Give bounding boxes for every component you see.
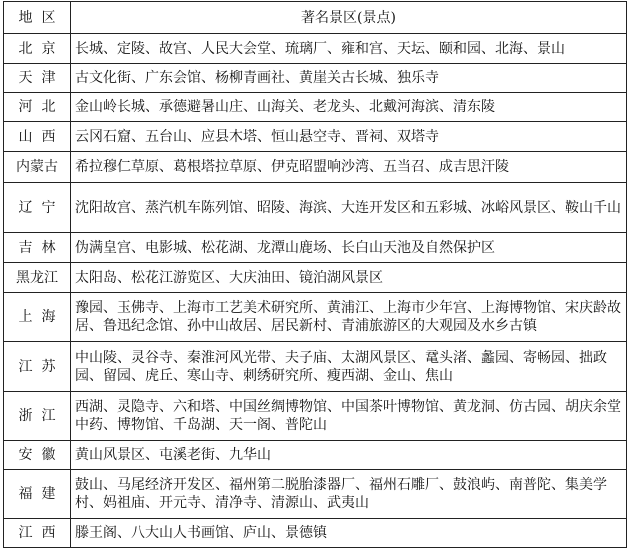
table-row — [4, 64, 627, 93]
region-cell: 北 京 — [4, 34, 71, 64]
table-row — [4, 233, 627, 263]
table-row — [4, 470, 627, 519]
region-cell: 河 北 — [4, 93, 71, 122]
region-cell: 江 苏 — [4, 342, 71, 392]
spots-cell: 沈阳故宫、蒸汽机车陈列馆、昭陵、海滨、大连开发区和五彩城、冰峪风景区、鞍山千山 — [71, 183, 627, 233]
spots-cell: 古文化街、广东会馆、杨柳青画社、黄崖关古长城、独乐寺 — [71, 64, 627, 93]
region-cell: 内蒙古 — [4, 152, 71, 183]
spots-cell: 太阳岛、松花江游览区、大庆油田、镜泊湖风景区 — [71, 263, 627, 293]
spots-cell: 金山岭长城、承德避暑山庄、山海关、老龙头、北戴河海滨、清东陵 — [71, 93, 627, 122]
table-row — [4, 183, 627, 233]
table-header-row — [4, 2, 627, 34]
table-row — [4, 152, 627, 183]
table-row — [4, 342, 627, 392]
spots-cell: 云冈石窟、五台山、应县木塔、恒山悬空寺、晋祠、双塔寺 — [71, 122, 627, 152]
table-row — [4, 263, 627, 293]
spots-cell: 西湖、灵隐寺、六和塔、中国丝绸博物馆、中国茶叶博物馆、黄龙洞、仿古园、胡庆余堂中药、博物馆、千岛湖、天一阁、普陀山 — [71, 392, 627, 441]
region-cell: 安 徽 — [4, 441, 71, 470]
spots-cell: 伪满皇宫、电影城、松花湖、龙潭山鹿场、长白山天池及自然保护区 — [71, 233, 627, 263]
table-row — [4, 122, 627, 152]
header-region: 地 区 — [4, 2, 71, 34]
table-row — [4, 93, 627, 122]
region-cell: 浙 江 — [4, 392, 71, 441]
table-row — [4, 34, 627, 64]
table-row — [4, 293, 627, 342]
region-cell: 江 西 — [4, 519, 71, 548]
spots-cell: 黄山风景区、屯溪老街、九华山 — [71, 441, 627, 470]
region-cell: 黑龙江 — [4, 263, 71, 293]
spots-cell: 滕王阁、八大山人书画馆、庐山、景德镇 — [71, 519, 627, 548]
region-cell: 辽 宁 — [4, 183, 71, 233]
scenic-spots-table — [3, 1, 627, 548]
spots-cell: 中山陵、灵谷寺、秦淮河风光带、夫子庙、太湖风景区、鼋头渚、蠡园、寄畅园、拙政园、留园、虎丘、寒山寺、刺绣研究所、瘦西湖、金山、焦山 — [71, 342, 627, 392]
region-cell: 吉 林 — [4, 233, 71, 263]
table-row — [4, 441, 627, 470]
spots-cell: 鼓山、马尾经济开发区、福州第二脱胎漆器厂、福州石雕厂、鼓浪屿、南普陀、集美学村、妈祖庙、开元寺、清净寺、清源山、武夷山 — [71, 470, 627, 519]
table-row — [4, 392, 627, 441]
header-spots: 著名景区(景点) — [71, 2, 627, 34]
region-cell: 上 海 — [4, 293, 71, 342]
region-cell: 天 津 — [4, 64, 71, 93]
spots-cell: 长城、定陵、故宫、人民大会堂、琉璃厂、雍和宫、天坛、颐和园、北海、景山 — [71, 34, 627, 64]
spots-cell: 豫园、玉佛寺、上海市工艺美术研究所、黄浦江、上海市少年宫、上海博物馆、宋庆龄故居、鲁迅纪念馆、孙中山故居、居民新村、青浦旅游区的大观园及水乡古镇 — [71, 293, 627, 342]
spots-cell: 希拉穆仁草原、葛根塔拉草原、伊克昭盟响沙湾、五当召、成吉思汗陵 — [71, 152, 627, 183]
table-row — [4, 519, 627, 548]
region-cell: 山 西 — [4, 122, 71, 152]
region-cell: 福 建 — [4, 470, 71, 519]
